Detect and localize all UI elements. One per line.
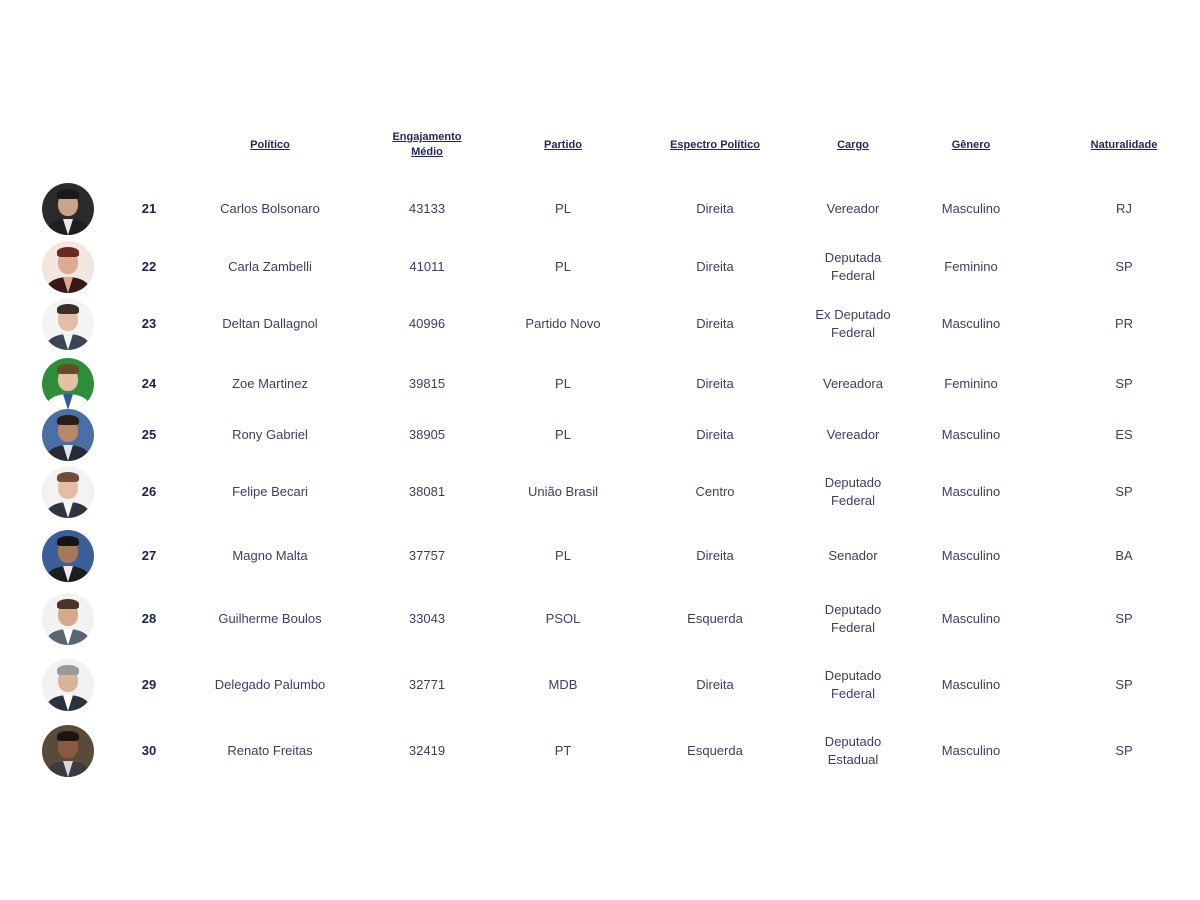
table-row bbox=[0, 240, 1200, 294]
politician-avatar bbox=[42, 466, 94, 518]
engagement-value: 40996 bbox=[408, 316, 446, 331]
spectrum-value: Direita bbox=[696, 316, 734, 331]
party-value: PSOL bbox=[545, 611, 581, 626]
politician-avatar bbox=[42, 593, 94, 645]
gender-value: Feminino bbox=[944, 376, 998, 391]
engagement-value: 41011 bbox=[409, 259, 445, 274]
party-value: PL bbox=[555, 548, 571, 563]
avatar-hair bbox=[57, 189, 79, 199]
party-value: PL bbox=[555, 376, 571, 391]
avatar-hair bbox=[57, 472, 79, 482]
politician-avatar bbox=[42, 358, 94, 410]
avatar-hair bbox=[57, 536, 79, 546]
gender-value: Masculino bbox=[941, 548, 1001, 563]
table-row bbox=[0, 297, 1200, 351]
politician-name: Renato Freitas bbox=[227, 743, 313, 758]
politician-avatar bbox=[42, 409, 94, 461]
table-row bbox=[0, 357, 1200, 411]
spectrum-value: Esquerda bbox=[687, 743, 743, 758]
spectrum-value: Direita bbox=[696, 427, 734, 442]
position-value: Vereador bbox=[826, 427, 880, 442]
position-value: Vereadora bbox=[823, 376, 883, 391]
state-value: SP bbox=[1115, 259, 1133, 274]
politician-name: Delegado Palumbo bbox=[214, 677, 326, 692]
politician-name: Rony Gabriel bbox=[232, 427, 308, 442]
politician-name: Carlos Bolsonaro bbox=[220, 201, 320, 216]
position-value: Deputado Estadual bbox=[824, 734, 882, 767]
avatar-hair bbox=[57, 304, 79, 314]
header-espectro-politico[interactable]: Espectro Político bbox=[670, 139, 760, 151]
gender-value: Masculino bbox=[941, 201, 1001, 216]
header-engajamento-medio[interactable] bbox=[392, 130, 461, 160]
rank-number: 22 bbox=[141, 259, 157, 274]
header-genero[interactable]: Gênero bbox=[951, 139, 991, 151]
engagement-value: 32419 bbox=[408, 743, 446, 758]
spectrum-value: Centro bbox=[695, 484, 735, 499]
state-value: SP bbox=[1115, 484, 1133, 499]
rank-number: 25 bbox=[141, 427, 157, 442]
table-row bbox=[0, 465, 1200, 519]
gender-value: Masculino bbox=[941, 316, 1001, 331]
politician-avatar bbox=[42, 183, 94, 235]
header-cargo[interactable]: Cargo bbox=[837, 139, 869, 151]
spectrum-value: Direita bbox=[696, 548, 734, 563]
politician-avatar bbox=[42, 725, 94, 777]
avatar-hair bbox=[57, 247, 79, 257]
state-value: SP bbox=[1115, 611, 1133, 626]
table-row bbox=[0, 408, 1200, 462]
state-value: SP bbox=[1115, 677, 1133, 692]
politician-avatar bbox=[42, 241, 94, 293]
avatar-hair bbox=[57, 364, 79, 374]
state-value: BA bbox=[1115, 548, 1133, 563]
spectrum-value: Direita bbox=[696, 677, 734, 692]
avatar-hair bbox=[57, 415, 79, 425]
politician-name: Felipe Becari bbox=[232, 484, 308, 499]
position-value: Deputado Federal bbox=[824, 602, 882, 635]
header-politico[interactable]: Político bbox=[250, 139, 290, 151]
engagement-value: 38081 bbox=[408, 484, 446, 499]
gender-value: Masculino bbox=[941, 427, 1001, 442]
engagement-value: 38905 bbox=[408, 427, 446, 442]
party-value: Partido Novo bbox=[525, 316, 601, 331]
politician-avatar bbox=[42, 530, 94, 582]
position-value: Vereador bbox=[826, 201, 880, 216]
gender-value: Masculino bbox=[941, 743, 1001, 758]
position-value: Senador bbox=[828, 548, 878, 563]
rank-number: 26 bbox=[141, 484, 157, 499]
position-value: Deputado Federal bbox=[824, 668, 882, 701]
engagement-value: 32771 bbox=[408, 677, 446, 692]
gender-value: Masculino bbox=[941, 677, 1001, 692]
gender-value: Masculino bbox=[941, 611, 1001, 626]
engagement-value: 43133 bbox=[408, 201, 446, 216]
header-partido[interactable]: Partido bbox=[544, 139, 582, 151]
party-value: PT bbox=[554, 743, 572, 758]
party-value: PL bbox=[555, 259, 571, 274]
politician-avatar bbox=[42, 659, 94, 711]
rank-number: 21 bbox=[141, 201, 157, 216]
table-row bbox=[0, 724, 1200, 778]
position-value: Ex Deputado Federal bbox=[815, 307, 891, 340]
party-value: PL bbox=[555, 427, 571, 442]
header-naturalidade[interactable]: Naturalidade bbox=[1090, 139, 1158, 151]
politician-name: Carla Zambelli bbox=[228, 259, 312, 274]
rank-number: 29 bbox=[141, 677, 157, 692]
party-value: PL bbox=[555, 201, 571, 216]
engagement-value: 33043 bbox=[408, 611, 446, 626]
rank-number: 23 bbox=[141, 316, 157, 331]
spectrum-value: Direita bbox=[696, 201, 734, 216]
rank-number: 28 bbox=[141, 611, 157, 626]
table-row bbox=[0, 592, 1200, 646]
state-value: ES bbox=[1115, 427, 1133, 442]
table-row bbox=[0, 529, 1200, 583]
table-row bbox=[0, 658, 1200, 712]
politician-name: Magno Malta bbox=[232, 548, 308, 563]
engagement-value: 37757 bbox=[408, 548, 446, 563]
state-value: SP bbox=[1115, 743, 1133, 758]
table-row bbox=[0, 182, 1200, 236]
position-value: Deputado Federal bbox=[824, 475, 882, 508]
avatar-hair bbox=[57, 731, 79, 741]
party-value: MDB bbox=[548, 677, 578, 692]
header-engajamento-line2: Médio bbox=[411, 146, 443, 158]
spectrum-value: Esquerda bbox=[687, 611, 743, 626]
rank-number: 27 bbox=[141, 548, 157, 563]
avatar-hair bbox=[57, 599, 79, 609]
header-engajamento-line1: Engajamento bbox=[392, 131, 462, 143]
spectrum-value: Direita bbox=[696, 259, 734, 274]
state-value: SP bbox=[1115, 376, 1133, 391]
gender-value: Masculino bbox=[941, 484, 1001, 499]
engagement-value: 39815 bbox=[408, 376, 446, 391]
state-value: PR bbox=[1114, 316, 1134, 331]
state-value: RJ bbox=[1116, 201, 1132, 216]
avatar-hair bbox=[57, 665, 79, 675]
rank-number: 24 bbox=[141, 376, 157, 391]
politician-name: Guilherme Boulos bbox=[218, 611, 322, 626]
spectrum-value: Direita bbox=[696, 376, 734, 391]
politician-name: Deltan Dallagnol bbox=[222, 316, 318, 331]
party-value: União Brasil bbox=[527, 484, 599, 499]
politician-name: Zoe Martinez bbox=[232, 376, 308, 391]
politician-avatar bbox=[42, 298, 94, 350]
position-value: Deputada Federal bbox=[824, 250, 882, 283]
rank-number: 30 bbox=[141, 743, 157, 758]
gender-value: Feminino bbox=[944, 259, 998, 274]
